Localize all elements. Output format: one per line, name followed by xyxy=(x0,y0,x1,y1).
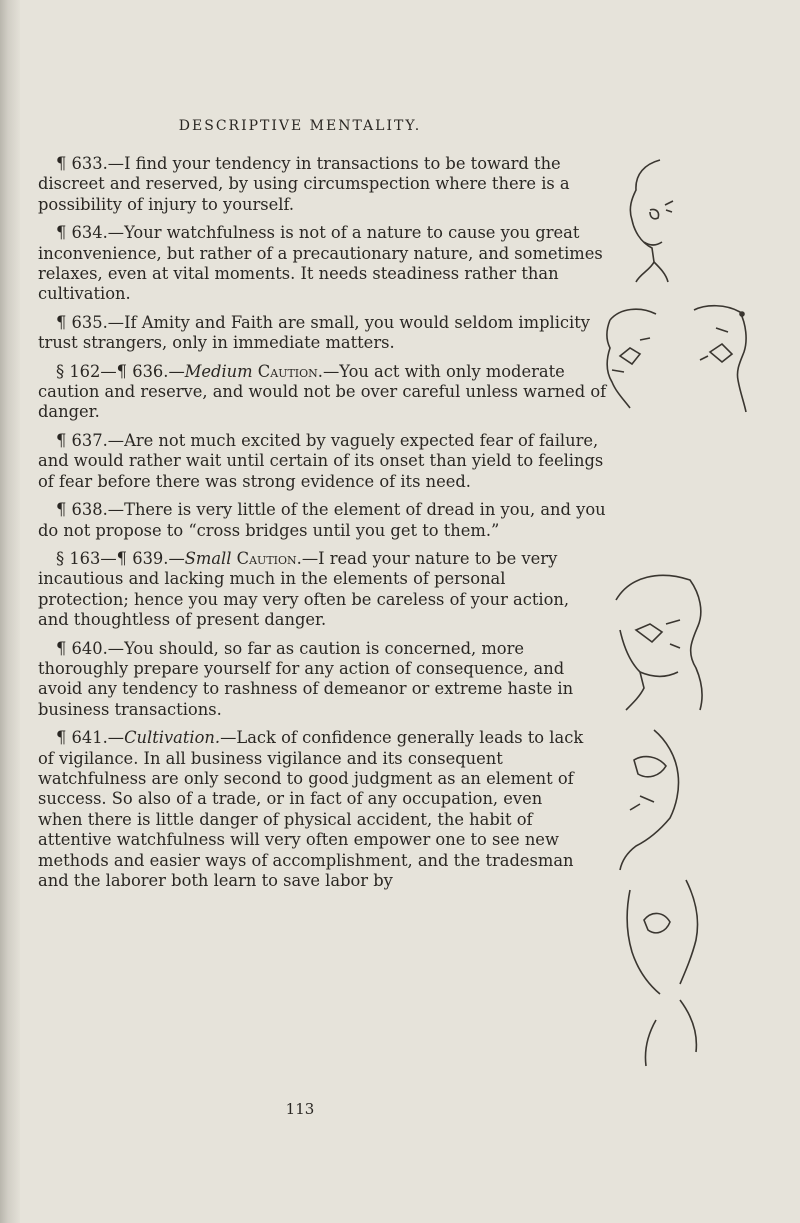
paragraph-640 xyxy=(38,639,588,721)
paragraph-heading-italic: —Small xyxy=(168,548,232,568)
paragraph-heading-italic: —Medium xyxy=(168,361,253,381)
paragraph-text: —You should, so far as caution is concerned, more thoroughly prepare yourself for any action of consequence, and avoid any tendency to rashness of demeanor or extreme haste in business transactions. xyxy=(38,638,574,719)
paragraph-number: ¶ 633. xyxy=(56,154,108,173)
paragraph-text: —There is very little of the element of dread in you, and you do not propose to “cross bridges until you get to them.” xyxy=(38,500,606,540)
paragraph-text: —Lack of confidence generally leads to lack of vigilance. In all business vigilance and its consequent watchfulness are only second to good judgment as an element of success. So also of a trade, or in fact of any occupation, even when there is little danger of physical accident, the habit of attentive watchfulness will very often empower one to see new methods and easier ways of accomplishment, and the tradesman and the laborer both learn to save labor by xyxy=(38,728,584,890)
paragraph-number: ¶ 637. xyxy=(56,430,108,450)
paragraph-number: ¶ 640. xyxy=(56,638,108,658)
paragraph-number: § 163—¶ 639. xyxy=(56,548,169,568)
paragraph-636 xyxy=(38,362,613,423)
paragraph-637 xyxy=(38,431,613,492)
paragraph-633 xyxy=(38,154,613,215)
paragraph-heading-caption: Caution. xyxy=(231,548,302,568)
paragraph-635 xyxy=(38,313,613,354)
running-header: DESCRIPTIVE MENTALITY. xyxy=(178,118,422,134)
head-sketch-icon xyxy=(600,560,710,1120)
paragraph-number: ¶ 641. xyxy=(56,728,108,748)
paragraph-heading-italic: —Cultivation. xyxy=(107,728,221,748)
paragraph-text: —If Amity and Faith are small, you would seldom implicity trust strangers, only in immediate matters. xyxy=(38,312,590,353)
page-number: 113 xyxy=(285,1100,315,1118)
paragraph-number: ¶ 638. xyxy=(56,500,108,520)
paragraph-number: ¶ 635. xyxy=(56,312,108,332)
paragraph-641 xyxy=(38,728,588,891)
paragraph-number: § 162—¶ 636. xyxy=(56,361,169,381)
paragraph-text: —Your watchfulness is not of a nature to cause you great inconvenience, but rather of a precautionary nature, and sometimes relaxes, even at vital moments. It needs steadiness rather than cultivation. xyxy=(38,223,603,304)
paragraph-text: —I read your nature to be very incautious and lacking much in the elements of personal protection; hence you may very often be careless of your action, and thoughtless of present danger. xyxy=(38,548,570,630)
head-sketch-icon xyxy=(600,300,662,415)
paragraph-639 xyxy=(38,549,598,631)
paragraph-heading-caption: Caution. xyxy=(252,361,323,381)
page-binding-shadow xyxy=(0,0,20,1223)
paragraph-638 xyxy=(38,500,613,541)
head-sketch-icon xyxy=(686,300,752,415)
paragraph-number: ¶ 634. xyxy=(56,223,108,243)
paragraph-text: —Are not much excited by vaguely expected fear of failure, and would rather wait until certain of its onset than yield to feelings of fear before there was strong evidence of its need. xyxy=(38,430,604,491)
paragraph-text: —You act with only moderate caution and reserve, and would not be over careful unless warned of danger. xyxy=(38,361,607,422)
paragraph-text: —I find your tendency in transactions to be toward the discreet and reserved, by using circumspection where there is a possibility of injury to yourself. xyxy=(38,154,570,214)
head-sketch-icon xyxy=(610,150,680,290)
paragraph-634 xyxy=(38,223,613,305)
body-text xyxy=(38,154,613,899)
